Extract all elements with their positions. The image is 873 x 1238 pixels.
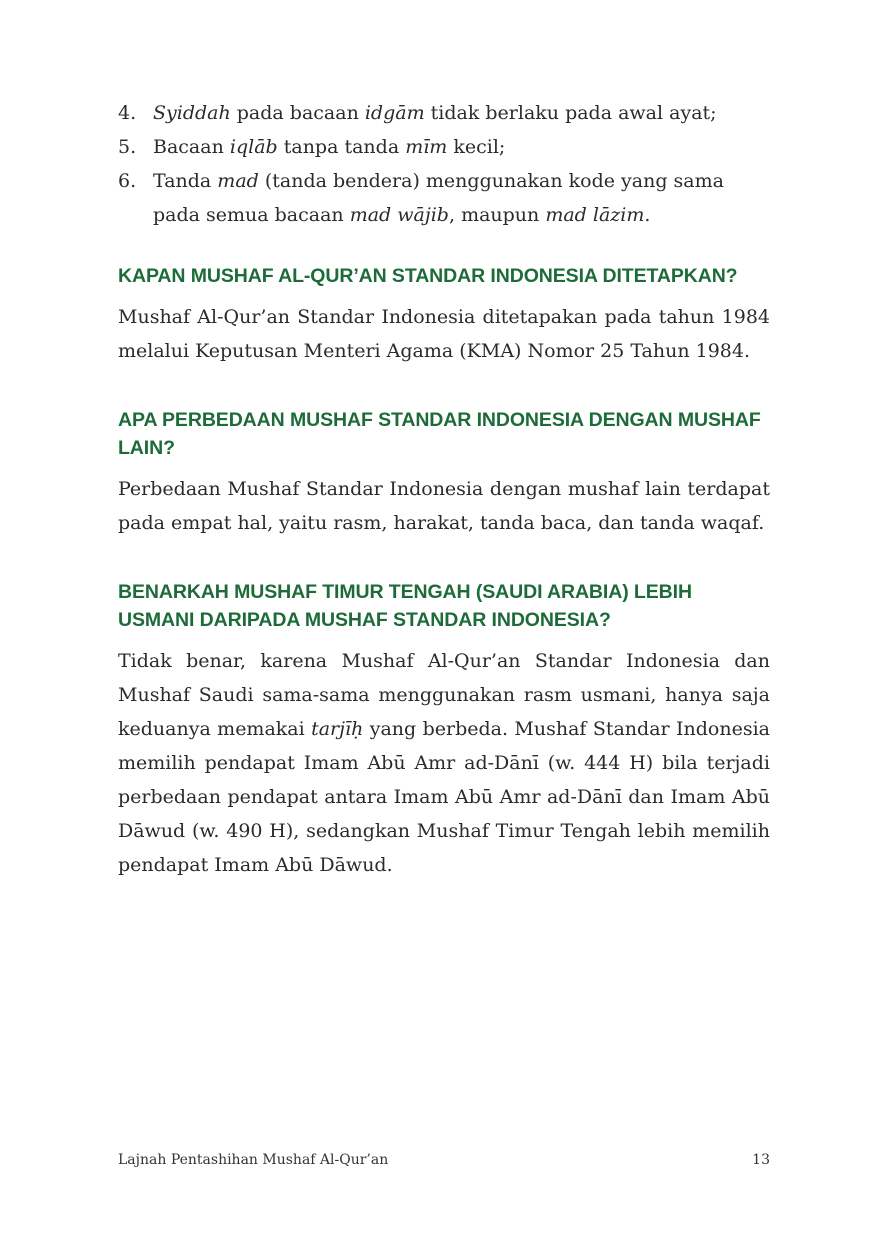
text-run: Mushaf Al-Qur’an Standar Indonesia ditetapakan pada tahun 1984 melalui Keputusan Menteri Agama (KMA) Nomor 25 Tahun 1984.	[118, 306, 770, 362]
italic-term: mad lāzim	[545, 204, 645, 226]
text-run: yang berbeda. Mushaf Standar Indonesia memilih pendapat Imam Abū Amr ad-Dānī (w. 444 H) bila terjadi perbedaan pendapat antara Imam Abū Amr ad-Dānī dan Imam Abū Dāwud (w. 490 H), sedangkan Mushaf Timur Tengah lebih memilih pendapat Imam Abū Dāwud.	[118, 718, 770, 876]
text-run: pada bacaan	[230, 102, 365, 124]
numbered-list	[118, 96, 770, 232]
list-text	[153, 130, 770, 164]
text-run: tanpa tanda	[277, 136, 406, 158]
page-number: 13	[752, 1152, 770, 1168]
page-content	[118, 96, 770, 882]
italic-term: Syiddah	[153, 102, 231, 124]
list-item	[118, 164, 770, 232]
section-heading: BENARKAH MUSHAF TIMUR TENGAH (SAUDI ARABIA) LEBIH USMANI DARIPADA MUSHAF STANDAR INDONESIA?	[118, 581, 692, 631]
text-run: .	[644, 204, 651, 226]
italic-term: mad	[217, 170, 259, 192]
text-run: tidak berlaku pada awal ayat;	[424, 102, 717, 124]
text-run: (tanda bendera) menggunakan kode yang sama pada semua bacaan	[153, 170, 724, 226]
text-run: Tanda	[153, 170, 218, 192]
list-text	[153, 164, 770, 232]
text-run: , maupun	[448, 204, 546, 226]
footer-publisher: Lajnah Pentashihan Mushaf Al-Qur’an	[118, 1152, 389, 1168]
italic-term: idgām	[364, 102, 425, 124]
section-kapan-ditetapkan	[118, 262, 770, 368]
section-heading: APA PERBEDAAN MUSHAF STANDAR INDONESIA DENGAN MUSHAF LAIN?	[118, 409, 761, 459]
text-run: Bacaan	[153, 136, 230, 158]
list-text	[153, 96, 770, 130]
section-usmani	[118, 578, 770, 882]
section-paragraph	[118, 472, 770, 540]
page-footer	[118, 1152, 770, 1168]
text-run: Perbedaan Mushaf Standar Indonesia dengan mushaf lain terdapat pada empat hal, yaitu rasm, harakat, tanda baca, dan tanda waqaf.	[118, 478, 770, 534]
italic-term: mad wājib	[349, 204, 449, 226]
italic-term: iqlāb	[229, 136, 278, 158]
list-item	[118, 130, 770, 164]
list-number: 4.	[118, 102, 137, 124]
section-heading: KAPAN MUSHAF AL-QUR’AN STANDAR INDONESIA DITETAPKAN?	[118, 265, 738, 287]
section-paragraph	[118, 300, 770, 368]
text-run: kecil;	[447, 136, 506, 158]
italic-term: mīm	[405, 136, 448, 158]
list-number: 6.	[118, 170, 137, 192]
italic-term: tarjīḥ	[311, 718, 364, 740]
list-item	[118, 96, 770, 130]
section-paragraph	[118, 644, 770, 882]
section-perbedaan	[118, 406, 770, 540]
text-run: Tidak benar, karena Mushaf Al-Qur’an Standar Indonesia dan Mushaf Saudi sama-sama menggunakan rasm usmani, hanya saja keduanya memakai	[118, 650, 770, 740]
list-number: 5.	[118, 136, 137, 158]
